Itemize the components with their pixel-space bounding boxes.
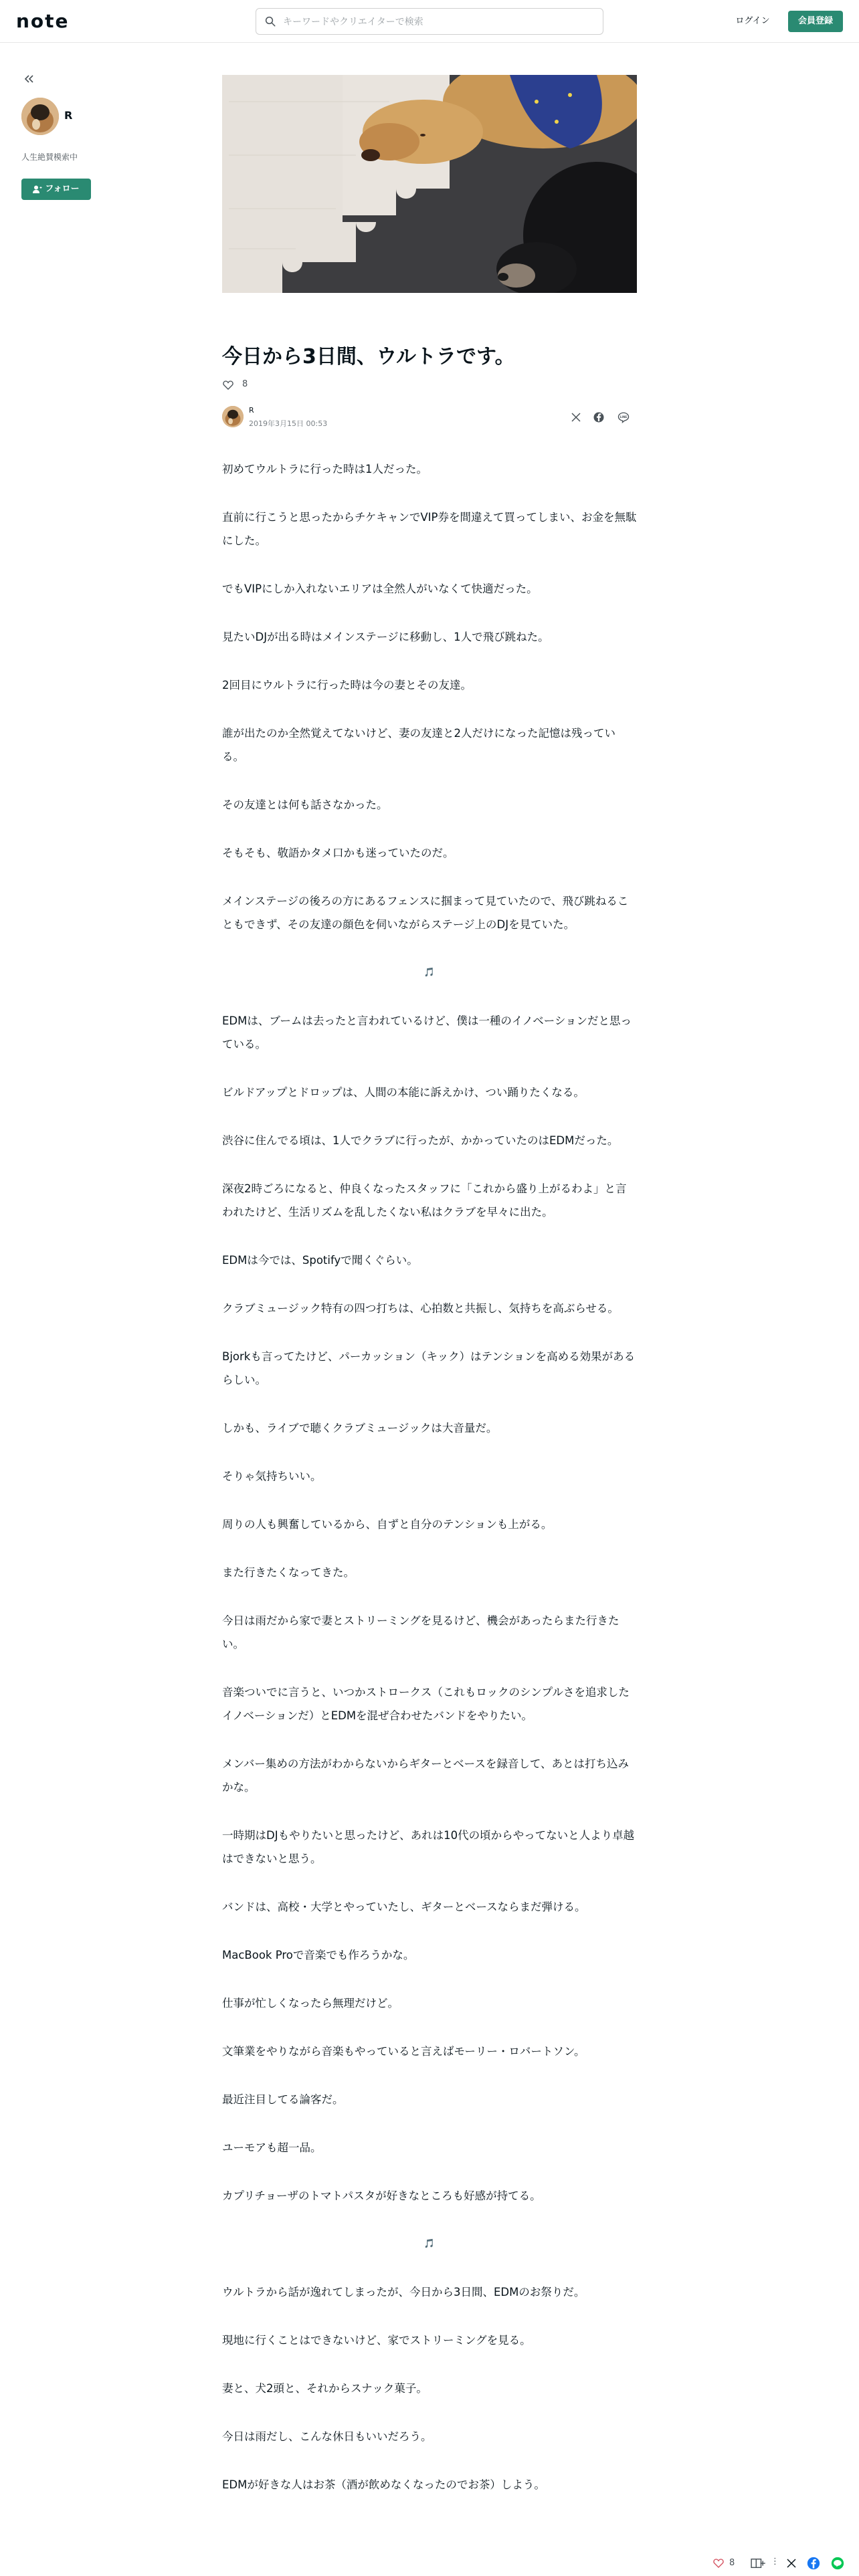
paragraph: カプリチョーザのトマトパスタが好きなところも好感が持てる。 bbox=[222, 2189, 541, 2202]
paragraph: 最近注目してる論客だ。 bbox=[222, 2093, 344, 2106]
paragraph: バンドは、高校・大学とやっていたし、ギターとベースならまだ弾ける。 bbox=[222, 1901, 586, 1913]
author-row bbox=[222, 406, 637, 430]
paragraph: Bjorkも言ってたけど、パーカッション（キック）はテンションを高める効果があるらしい。 bbox=[222, 1350, 636, 1386]
paragraph: 初めてウルトラに行った時は1人だった。 bbox=[222, 463, 428, 475]
svg-text:LINE: LINE bbox=[619, 415, 628, 419]
line-share-icon[interactable] bbox=[831, 2557, 844, 2570]
paragraph: 一時期はDJもやりたいと思ったけど、あれは10代の頃からやってないと人より卓越はできないと思う。 bbox=[222, 1829, 635, 1865]
hero-image bbox=[222, 75, 637, 293]
collapse-sidebar-icon[interactable] bbox=[23, 72, 36, 86]
publish-date: 2019年3月15日 00:53 bbox=[249, 419, 328, 428]
author-avatar[interactable] bbox=[222, 406, 244, 427]
creator-description: 人生絶賛模索中 bbox=[21, 152, 78, 162]
facebook-share-icon[interactable] bbox=[593, 411, 605, 423]
paragraph: EDMは今では、Spotifyで聞くぐらい。 bbox=[222, 1254, 418, 1267]
paragraph: 直前に行こうと思ったからチケキャンでVIP券を間違えて買ってしまい、お金を無駄にした。 bbox=[222, 511, 637, 547]
facebook-share-icon[interactable] bbox=[807, 2557, 820, 2570]
section-separator: 🎵 bbox=[423, 2239, 436, 2249]
paragraph: クラブミュージック特有の四つ打ちは、心拍数と共振し、気持ちを高ぶらせる。 bbox=[222, 1302, 619, 1315]
paragraph: ウルトラから話が逸れてしまったが、今日から3日間、EDMのお祭りだ。 bbox=[222, 2286, 585, 2298]
user-plus-icon bbox=[33, 185, 42, 193]
global-header bbox=[0, 0, 859, 43]
floating-action-bar bbox=[709, 2551, 859, 2576]
creator-name[interactable]: R bbox=[64, 109, 73, 122]
paragraph: 誰が出たのか全然覚えてないけど、妻の友達と2人だけになった記憶は残っている。 bbox=[222, 727, 615, 763]
paragraph: 渋谷に住んでる頃は、1人でクラブに行ったが、かかっていたのはEDMだった。 bbox=[222, 1134, 619, 1147]
magazine-add-icon[interactable] bbox=[751, 2557, 765, 2569]
paragraph: 今日は雨だから家で妻とストリーミングを見るけど、機会があったらまた行きたい。 bbox=[222, 1614, 619, 1650]
paragraph: メインステージの後ろの方にあるフェンスに掴まって見ていたので、飛び跳ねることもできず、その友達の顔色を伺いながらステージ上のDJを見ていた。 bbox=[222, 895, 629, 931]
paragraph: 見たいDJが出る時はメインステージに移動し、1人で飛び跳ねた。 bbox=[222, 631, 549, 643]
paragraph: 今日は雨だし、こんな休日もいいだろう。 bbox=[222, 2430, 432, 2443]
paragraph: そもそも、敬語かタメ口かも迷っていたのだ。 bbox=[222, 847, 454, 859]
paragraph: しかも、ライブで聴くクラブミュージックは大音量だ。 bbox=[222, 1422, 498, 1434]
creator-avatar[interactable] bbox=[21, 98, 59, 135]
paragraph: そりゃ気持ちいい。 bbox=[222, 1470, 322, 1483]
paragraph: 妻と、犬2頭と、それからスナック菓子。 bbox=[222, 2382, 427, 2395]
paragraph: でもVIPにしか入れないエリアは全然人がいなくて快適だった。 bbox=[222, 582, 538, 595]
heart-icon[interactable] bbox=[222, 379, 234, 391]
dogs-photo bbox=[222, 75, 637, 293]
paragraph: 2回目にウルトラに行った時は今の妻とその友達。 bbox=[222, 679, 472, 691]
like-heart-icon[interactable] bbox=[712, 2557, 725, 2569]
more-menu-icon[interactable]: ⋮ bbox=[771, 2557, 779, 2567]
paragraph: 周りの人も興奮しているから、自ずと自分のテンションも上がる。 bbox=[222, 1518, 553, 1531]
paragraph: ビルドアップとドロップは、人間の本能に訴えかけ、つい踊りたくなる。 bbox=[222, 1086, 585, 1099]
floating-like-count: 8 bbox=[729, 2558, 735, 2568]
paragraph: MacBook Proで音楽でも作ろうかな。 bbox=[222, 1949, 415, 1961]
paragraph: EDMが好きな人はお茶（酒が飲めなくなったのでお茶）しよう。 bbox=[222, 2478, 545, 2491]
paragraph: EDMは、ブームは去ったと言われているけど、僕は一種のイノベーションだと思っている。 bbox=[222, 1014, 632, 1051]
x-share-icon[interactable] bbox=[785, 2557, 797, 2569]
article-title: 今日から3日間、ウルトラです。 bbox=[222, 345, 515, 368]
follow-label: フォロー bbox=[45, 184, 80, 194]
follow-button[interactable] bbox=[21, 179, 91, 200]
avatar-image bbox=[222, 406, 244, 427]
section-separator: 🎵 bbox=[423, 968, 436, 978]
search-input[interactable] bbox=[283, 14, 591, 30]
search-box[interactable] bbox=[256, 8, 603, 35]
paragraph: また行きたくなってきた。 bbox=[222, 1566, 355, 1579]
avatar-image bbox=[21, 98, 59, 135]
article-body bbox=[222, 457, 637, 2521]
paragraph: メンバー集めの方法がわからないからギターとベースを録音して、あとは打ち込みかな。 bbox=[222, 1757, 630, 1794]
paragraph: ユーモアも超一品。 bbox=[222, 2141, 322, 2154]
search-icon bbox=[264, 15, 276, 27]
line-share-icon[interactable] bbox=[617, 411, 630, 423]
paragraph: その友達とは何も話さなかった。 bbox=[222, 798, 388, 811]
like-count: 8 bbox=[242, 379, 248, 389]
paragraph: 現地に行くことはできないけど、家でストリーミングを見る。 bbox=[222, 2334, 531, 2347]
paragraph: 音楽ついでに言うと、いつかストロークス（これもロックのシンプルさを追求したイノベーションだ）とEDMを混ぜ合わせたバンドをやりたい。 bbox=[222, 1686, 630, 1722]
note-logo[interactable]: note bbox=[16, 10, 70, 32]
paragraph: 文筆業をやりながら音楽もやっていると言えばモーリー・ロバートソン。 bbox=[222, 2045, 585, 2058]
login-button[interactable]: ログイン bbox=[724, 11, 781, 32]
paragraph: 仕事が忙しくなったら無理だけど。 bbox=[222, 1997, 399, 2010]
paragraph: 深夜2時ごろになると、仲良くなったスタッフに「これから盛り上がるわよ」と言われたけど、生活リズムを乱したくない私はクラブを早々に出た。 bbox=[222, 1182, 627, 1218]
signup-button[interactable]: 会員登録 bbox=[788, 11, 843, 32]
author-name[interactable]: R bbox=[249, 406, 254, 415]
x-share-icon[interactable] bbox=[570, 411, 582, 423]
